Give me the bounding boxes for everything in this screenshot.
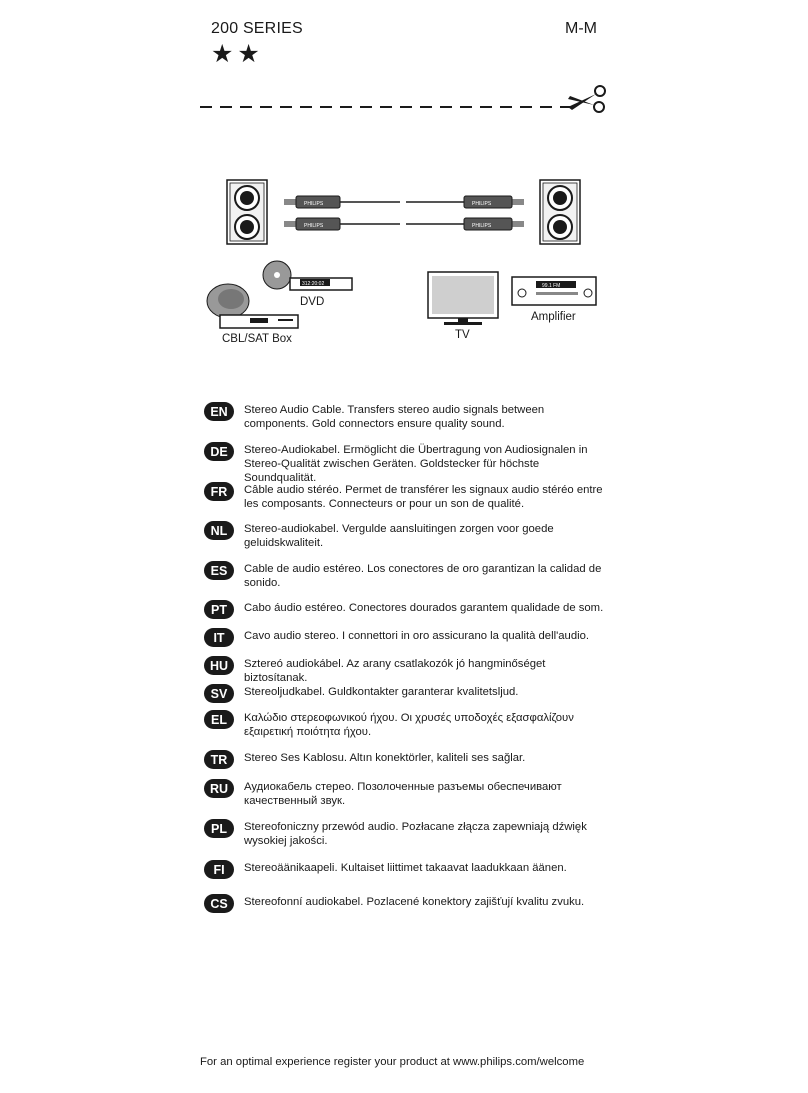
language-text: Cable de audio estéreo. Los conectores de oro garantizan la calidad de sonido. [244,563,602,589]
language-row-ru [204,780,609,808]
language-badge: PL [204,819,234,838]
language-text: Stereofoniczny przewód audio. Pozłacane złącza zapewniają dźwięk wysokiej jakości. [244,821,587,847]
language-row-pt [204,601,609,619]
dvd-disc-icon [263,261,291,289]
language-row-fr [204,483,609,511]
language-text: Cabo áudio estéreo. Conectores dourados garantem qualidade de som. [244,602,604,614]
language-row-fi [204,861,609,879]
language-row-tr [204,751,609,769]
stereo-cable-icon [284,196,524,230]
language-badge: FR [204,482,234,501]
right-speaker-icon [540,180,580,244]
amplifier-icon [512,277,596,305]
language-row-sv [204,685,609,703]
language-text: Stereofonní audiokabel. Pozlacené konektory zajišťují kvalitu zvuku. [244,896,585,908]
language-badge: DE [204,442,234,461]
model-code: M-M [565,20,597,37]
plug-brand-label: PHILIPS [472,201,492,207]
language-badge: CS [204,894,234,913]
language-badge: ES [204,561,234,580]
language-badge: EL [204,710,234,729]
language-row-de [204,443,609,485]
language-row-es [204,562,609,590]
language-text: Stereo Ses Kablosu. Altın konektörler, kaliteli ses sağlar. [244,752,526,764]
language-row-pl [204,820,609,848]
language-badge: HU [204,656,234,675]
language-row-nl [204,522,609,550]
language-badge: TR [204,750,234,769]
plug-brand-label: PHILIPS [472,223,492,229]
language-badge: EN [204,402,234,421]
language-badge: IT [204,628,234,647]
language-badge: PT [204,600,234,619]
dvd-label: DVD [300,296,325,308]
language-row-el [204,711,609,739]
tv-icon [428,272,498,325]
language-text: Cavo audio stereo. I connettori in oro assicurano la qualità dell'audio. [244,630,590,642]
language-text: Stereoäänikaapeli. Kultaiset liittimet takaavat laadukkaan äänen. [244,862,567,874]
language-text: Καλώδιο στερεοφωνικού ήχου. Οι χρυσές υποδοχές εξασφαλίζουν εξαιρετική ποιότητα ήχου. [244,712,574,738]
cut-line [200,83,610,115]
connection-diagram [200,175,610,355]
language-row-en [204,403,609,431]
language-row-cs [204,895,609,913]
footer-register-text: For an optimal experience register your product at www.philips.com/welcome [200,1056,585,1068]
dvd-player-icon [290,278,352,290]
language-text: Stereo-Audiokabel. Ermöglicht die Übertragung von Audiosignalen in Stereo-Qualität zwischen Geräten. Goldstecker für höchste Soundqualität. [244,444,588,484]
language-text: Sztereó audiokábel. Az arany csatlakozók jó hangminőséget biztosítanak. [244,658,546,684]
language-text: Câble audio stéréo. Permet de transférer les signaux audio stéréo entre les composants. Connecteurs or pour un son de qualité. [244,484,603,510]
language-text: Stereo Audio Cable. Transfers stereo audio signals between components. Gold connectors ensure quality sound. [244,404,545,430]
language-badge: SV [204,684,234,703]
language-row-it [204,629,609,647]
language-badge: FI [204,860,234,879]
cbl-sat-box-icon [220,315,298,328]
amp-display: 99.1 FM [542,283,561,289]
language-text: Stereo-audiokabel. Vergulde aansluitingen zorgen voor goede geluidskwaliteit. [244,523,554,549]
dvd-display: 312:20:02 [302,281,325,287]
tv-label: TV [455,329,470,341]
language-badge: NL [204,521,234,540]
cbl-sat-label: CBL/SAT Box [222,333,292,345]
scissors-icon [568,86,605,112]
plug-brand-label: PHILIPS [304,201,324,207]
language-row-hu [204,657,609,685]
series-title: 200 SERIES [211,20,303,37]
language-badge: RU [204,779,234,798]
plug-brand-label: PHILIPS [304,223,324,229]
amplifier-label: Amplifier [531,311,576,323]
language-text: Аудиокабель стерео. Позолоченные разъемы обеспечивают качественный звук. [244,781,562,807]
language-text: Stereoljudkabel. Guldkontakter garanterar kvalitetsljud. [244,686,519,698]
left-speaker-icon [227,180,267,244]
rating-stars: ★★ [211,40,264,68]
